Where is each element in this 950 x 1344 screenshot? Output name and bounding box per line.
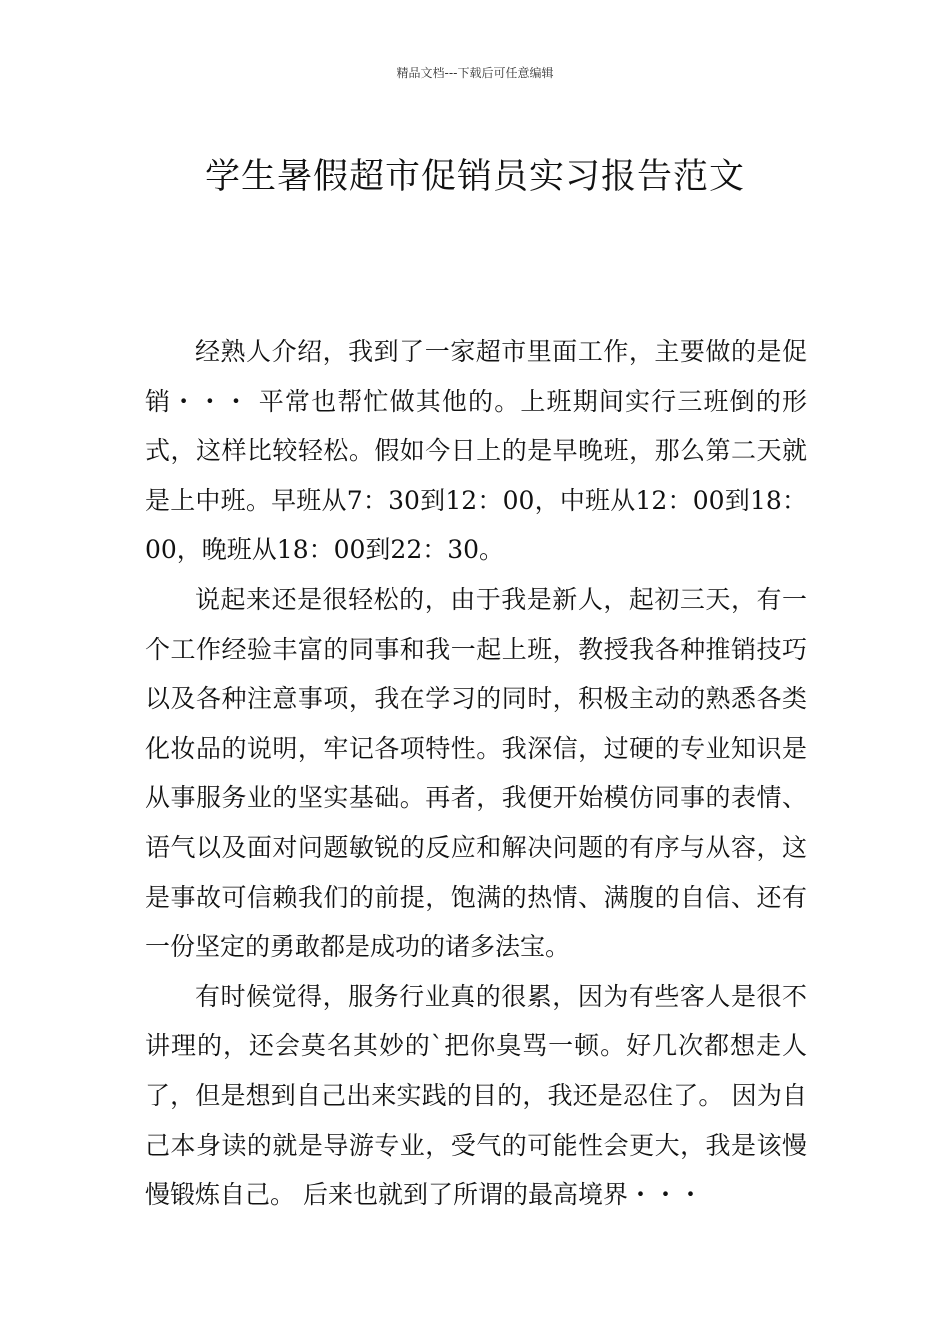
paragraph-3: 有时候觉得，服务行业真的很累，因为有些客人是很不讲理的，还会莫名其妙的`把你臭骂一顿。好几次都想走人了，但是想到自己出来实践的目的，我还是忍住了。 因为自己本身读的就是导游专业，受气的可能性会更大，我是该慢慢锻炼自己。 后来也就到了所谓的最高境界・・・ xyxy=(145,981,807,1210)
document-title: 学生暑假超市促销员实习报告范文 xyxy=(204,157,745,198)
paragraph-2: 说起来还是很轻松的，由于我是新人，起初三天，有一个工作经验丰富的同事和我一起上班，教授我各种推销技巧以及各种注意事项，我在学习的同时，积极主动的熟悉各类化妆品的说明，牢记各项特性。我深信，过硬的专业知识是从事服务业的坚实基础。再者，我便开始模仿同事的表情、语气以及面对问题敏锐的反应和解决问题的有序与从容，这是事故可信赖我们的前提，饱满的热情、满腹的自信、还有一份坚定的勇敢都是成功的诸多法宝。 xyxy=(145,584,807,962)
document-body xyxy=(145,327,807,1220)
paragraph-1: 经熟人介绍，我到了一家超市里面工作，主要做的是促销・・・ 平常也帮忙做其他的。上班期间实行三班倒的形式，这样比较轻松。假如今日上的是早晚班，那么第二天就是上中班。早班从7：30到12：00，中班从12：00到18：00，晚班从18：00到22：30。 xyxy=(145,337,807,565)
header-note: 精品文档---下载后可任意编辑 xyxy=(396,66,554,80)
